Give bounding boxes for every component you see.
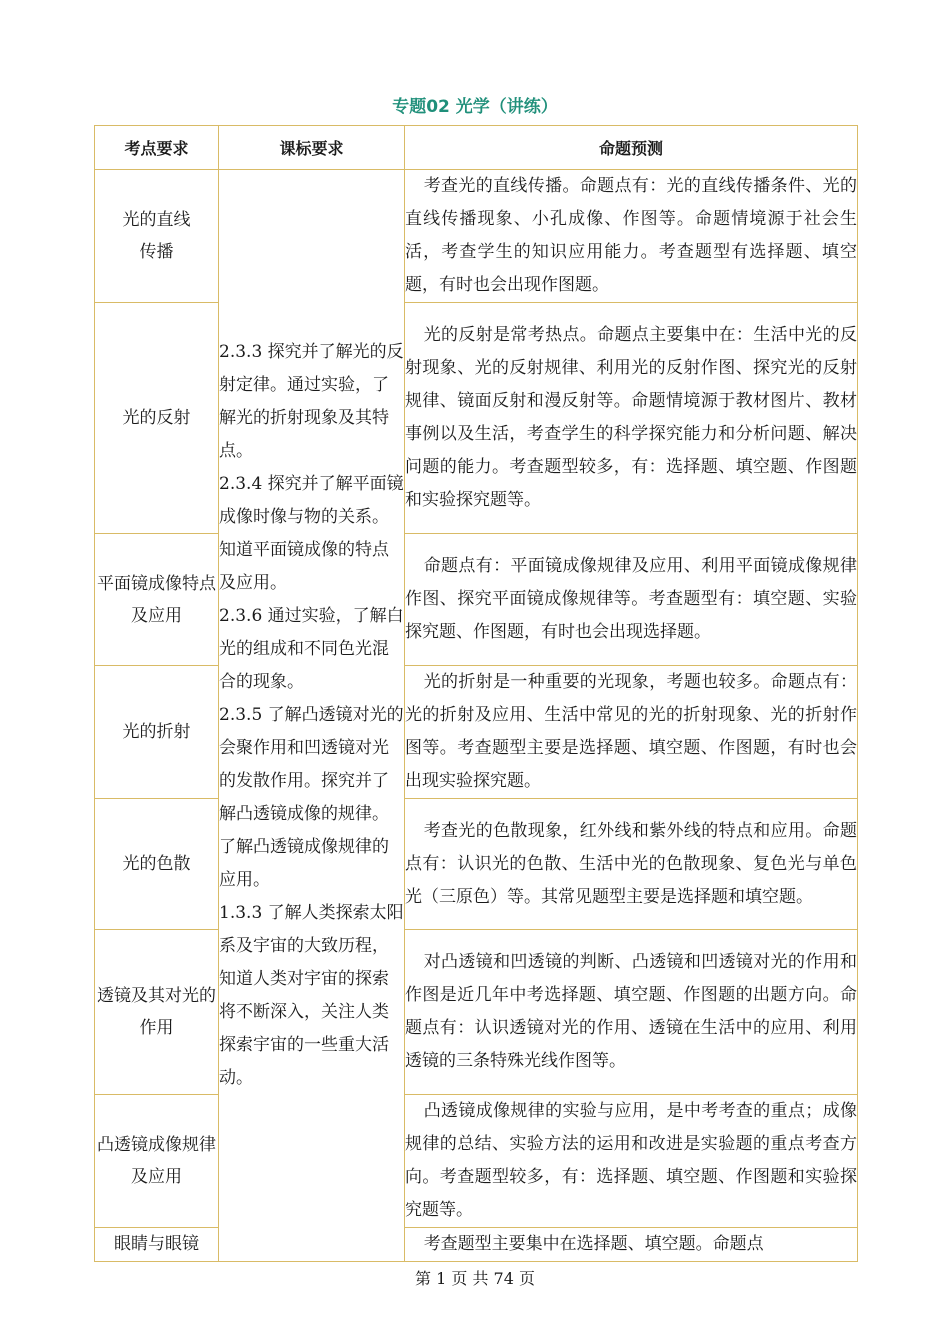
table-header-row xyxy=(95,126,858,170)
prediction-cell: 对凸透镜和凹透镜的判断、凸透镜和凹透镜对光的作用和作图是近几年中考选择题、填空题、作图题的出题方向。命题点有：认识透镜对光的作用、透镜在生活中的应用、利用透镜的三条特殊光线作图等。 xyxy=(405,930,858,1095)
table-row xyxy=(95,930,858,1095)
page-title: 专题02 光学（讲练） xyxy=(392,97,558,117)
topic-cell: 光的折射 xyxy=(95,666,219,799)
table-row xyxy=(95,303,858,534)
table-row xyxy=(95,1228,858,1262)
page-footer: 第 1 页 共 74 页 xyxy=(415,1269,535,1288)
header-topic: 考点要求 xyxy=(95,126,219,170)
table-row xyxy=(95,666,858,799)
table-row xyxy=(95,534,858,666)
prediction-cell: 光的折射是一种重要的光现象，考题也较多。命题点有：光的折射及应用、生活中常见的光的折射现象、光的折射作图等。考查题型主要是选择题、填空题、作图题，有时也会出现实验探究题。 xyxy=(405,666,858,799)
syllabus-table xyxy=(94,125,858,1262)
prediction-cell: 考查光的色散现象，红外线和紫外线的特点和应用。命题点有：认识光的色散、生活中光的色散现象、复色光与单色光（三原色）等。其常见题型主要是选择题和填空题。 xyxy=(405,799,858,930)
topic-cell: 眼睛与眼镜 xyxy=(95,1228,219,1262)
prediction-cell: 考查光的直线传播。命题点有：光的直线传播条件、光的直线传播现象、小孔成像、作图等。命题情境源于社会生活，考查学生的知识应用能力。考查题型有选择题、填空题，有时也会出现作图题。 xyxy=(405,170,858,303)
topic-cell: 透镜及其对光的作用 xyxy=(95,930,219,1095)
header-prediction: 命题预测 xyxy=(405,126,858,170)
prediction-cell: 光的反射是常考热点。命题点主要集中在：生活中光的反射现象、光的反射规律、利用光的反射作图、探究光的反射规律、镜面反射和漫反射等。命题情境源于教材图片、教材事例以及生活，考查学生的科学探究能力和分析问题、解决问题的能力。考查题型较多，有：选择题、填空题、作图题和实验探究题等。 xyxy=(405,303,858,534)
topic-cell: 光的反射 xyxy=(95,303,219,534)
header-standard: 课标要求 xyxy=(219,126,405,170)
prediction-cell: 凸透镜成像规律的实验与应用，是中考考查的重点；成像规律的总结、实验方法的运用和改进是实验题的重点考查方向。考查题型较多，有：选择题、填空题、作图题和实验探究题等。 xyxy=(405,1095,858,1228)
topic-cell: 光的直线传播 xyxy=(95,170,219,303)
topic-cell: 平面镜成像特点及应用 xyxy=(95,534,219,666)
table-row xyxy=(95,799,858,930)
table-row xyxy=(95,1095,858,1228)
standard-item: 2.3.5 了解凸透镜对光的会聚作用和凹透镜对光的发散作用。探究并了解凸透镜成像的规律。了解凸透镜成像规律的应用。 xyxy=(219,705,404,890)
prediction-cell: 命题点有：平面镜成像规律及应用、利用平面镜成像规律作图、探究平面镜成像规律等。考查题型有：填空题、实验探究题、作图题，有时也会出现选择题。 xyxy=(405,534,858,666)
standard-item: 1.3.3 了解人类探索太阳系及宇宙的大致历程，知道人类对宇宙的探索将不断深入，关注人类探索宇宙的一些重大活动。 xyxy=(219,903,404,1088)
standard-item: 2.3.6 通过实验，了解白光的组成和不同色光混合的现象。 xyxy=(219,606,404,692)
prediction-cell: 考查题型主要集中在选择题、填空题。命题点 xyxy=(405,1228,858,1262)
standard-item: 2.3.4 探究并了解平面镜成像时像与物的关系。知道平面镜成像的特点及应用。 xyxy=(219,474,404,593)
standard-item: 2.3.3 探究并了解光的反射定律。通过实验，了解光的折射现象及其特点。 xyxy=(219,342,404,461)
topic-cell: 凸透镜成像规律及应用 xyxy=(95,1095,219,1228)
table-row xyxy=(95,170,858,303)
topic-cell: 光的色散 xyxy=(95,799,219,930)
standards-cell xyxy=(219,170,405,1262)
